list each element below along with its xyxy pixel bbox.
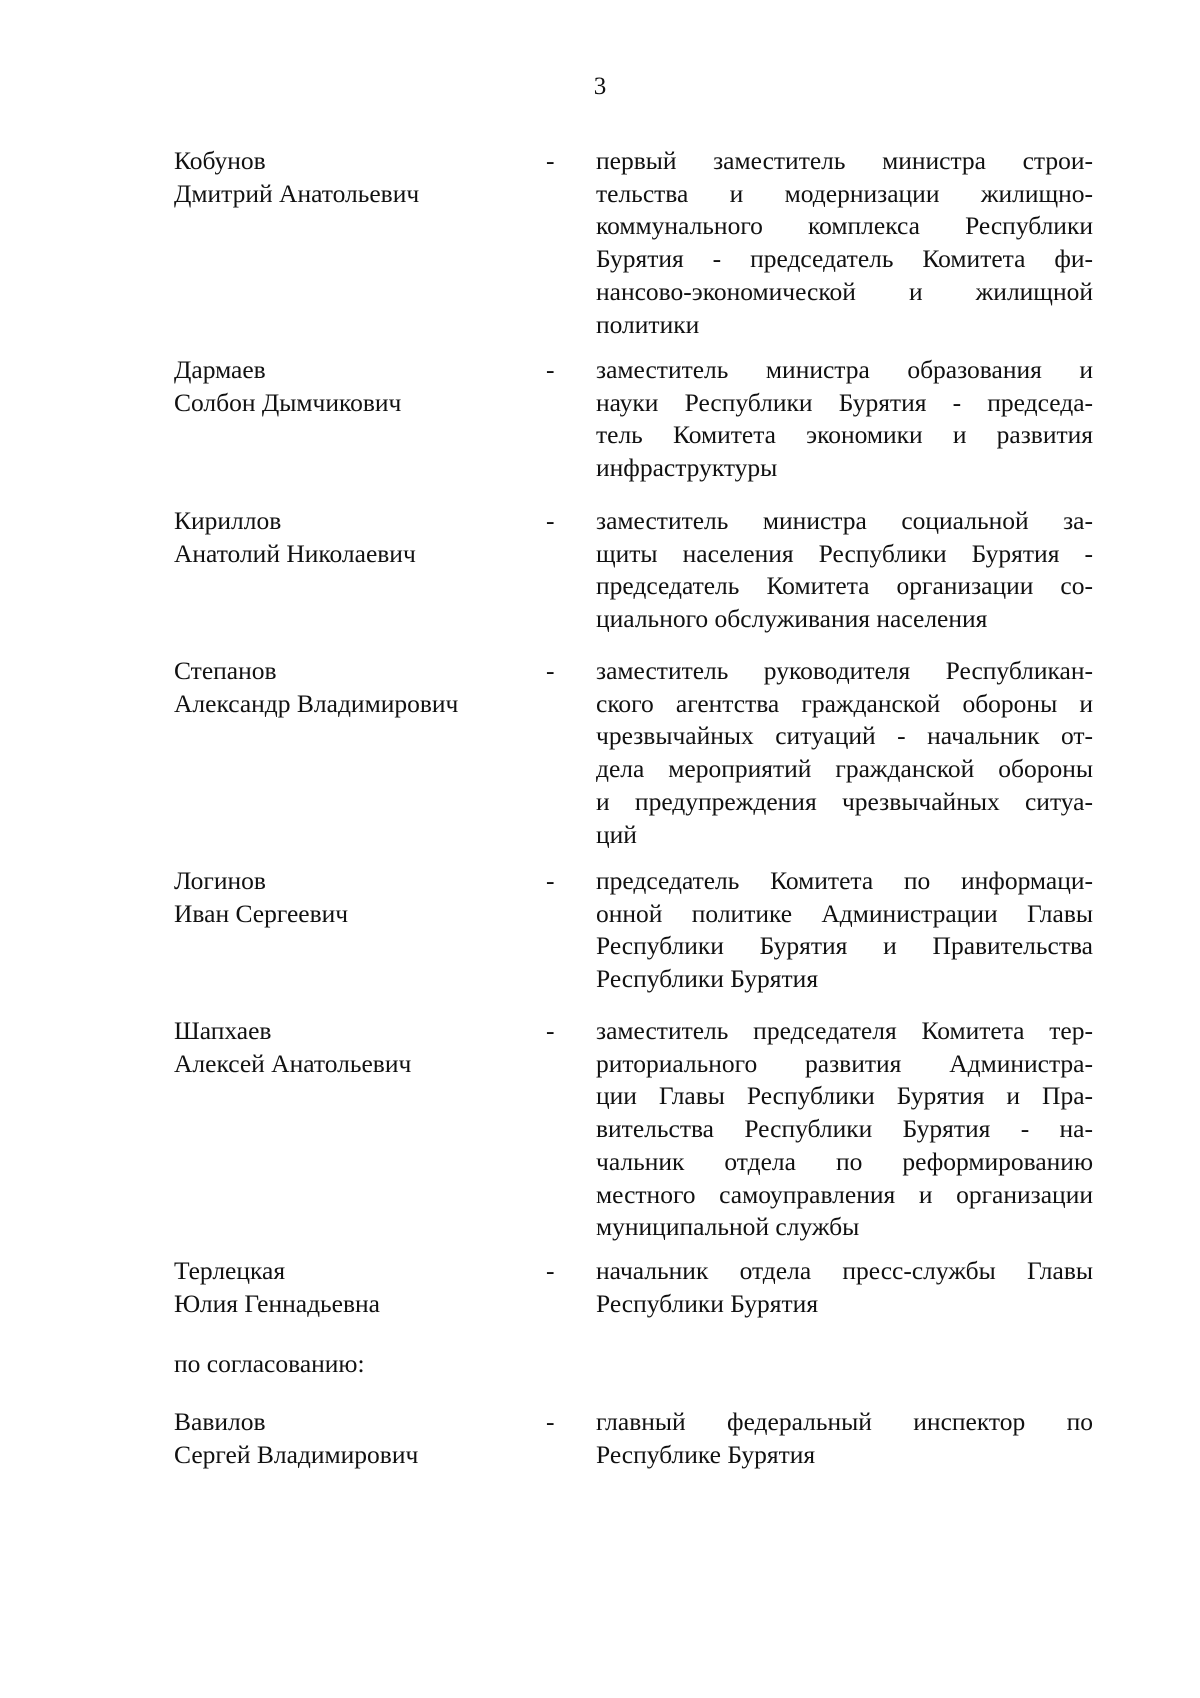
role-line: ций [596, 819, 637, 849]
role-line: председатель Комитета организации со- [596, 571, 1093, 601]
member-name [174, 1406, 546, 1471]
member-surname: Кобунов [174, 146, 266, 175]
member-given-name: Алексей Анатольевич [174, 1048, 412, 1078]
role-line: вительства Республики Бурятия - на- [596, 1114, 1093, 1144]
role-line: политики [596, 309, 700, 339]
member-role [596, 145, 1093, 341]
role-line: циального обслуживания населения [596, 604, 988, 634]
role-line: заместитель председателя Комитета тер- [596, 1016, 1093, 1045]
role-line: коммунального комплекса Республики [596, 211, 1093, 241]
member-name [174, 1255, 546, 1320]
member-role [596, 1015, 1093, 1244]
member-given-name: Юлия Геннадьевна [174, 1288, 381, 1318]
member-name [174, 655, 546, 720]
member-entry [174, 655, 1100, 865]
role-line: местного самоуправления и организации [596, 1179, 1093, 1209]
dash-separator: - [546, 506, 555, 535]
member-role [596, 865, 1093, 996]
member-name [174, 354, 546, 419]
role-line: муниципальной службы [596, 1212, 860, 1242]
dash-separator: - [546, 656, 555, 685]
member-role [596, 1255, 1093, 1320]
member-given-name: Солбон Дымчикович [174, 387, 402, 417]
member-surname: Вавилов [174, 1407, 266, 1436]
role-line: ции Главы Республики Бурятия и Пра- [596, 1081, 1093, 1111]
member-surname: Логинов [174, 866, 266, 895]
role-line: риториального развития Администра- [596, 1048, 1093, 1078]
member-role [596, 655, 1093, 851]
role-line: чрезвычайных ситуаций - начальник от- [596, 721, 1093, 751]
dash-separator: - [546, 1407, 555, 1436]
member-entry [174, 1406, 1100, 1471]
role-line: заместитель руководителя Республикан- [596, 656, 1093, 685]
member-surname: Шапхаев [174, 1016, 272, 1045]
dash-separator: - [546, 146, 555, 175]
member-name [174, 145, 546, 210]
member-given-name: Александр Владимирович [174, 688, 459, 718]
role-line: Республике Бурятия [596, 1439, 816, 1469]
member-entry [174, 1255, 1100, 1348]
member-given-name: Анатолий Николаевич [174, 538, 416, 568]
role-line: Республики Бурятия и Правительства [596, 931, 1093, 961]
member-name [174, 505, 546, 570]
role-line: Республики Бурятия [596, 964, 819, 994]
members-list [174, 145, 1100, 1471]
role-line: председатель Комитета по информаци- [596, 866, 1093, 895]
member-entry [174, 505, 1100, 655]
role-line: Республики Бурятия [596, 1288, 819, 1318]
member-given-name: Сергей Владимирович [174, 1439, 419, 1469]
role-line: первый заместитель министра строи- [596, 146, 1093, 175]
dash-separator: - [546, 1016, 555, 1045]
dash-separator: - [546, 355, 555, 384]
role-line: Бурятия - председатель Комитета фи- [596, 244, 1093, 274]
member-entry [174, 354, 1100, 505]
dash-separator: - [546, 866, 555, 895]
member-surname: Степанов [174, 656, 277, 685]
role-line: ского агентства гражданской обороны и [596, 688, 1093, 718]
member-surname: Дармаев [174, 355, 266, 384]
member-entry [174, 145, 1100, 354]
member-surname: Кириллов [174, 506, 282, 535]
member-name [174, 865, 546, 930]
member-given-name: Иван Сергеевич [174, 898, 349, 928]
member-role [596, 1406, 1093, 1471]
role-line: заместитель министра образования и [596, 355, 1093, 384]
member-surname: Терлецкая [174, 1256, 286, 1285]
member-entry [174, 865, 1100, 1015]
role-line: заместитель министра социальной за- [596, 506, 1093, 535]
page-number: 3 [593, 73, 607, 100]
member-entry [174, 1015, 1100, 1255]
role-line: дела мероприятий гражданской обороны [596, 754, 1093, 784]
member-given-name: Дмитрий Анатольевич [174, 178, 420, 208]
role-line: главный федеральный инспектор по [596, 1407, 1093, 1436]
role-line: чальник отдела по реформированию [596, 1146, 1093, 1176]
role-line: щиты населения Республики Бурятия - [596, 538, 1093, 568]
member-role [596, 354, 1093, 485]
role-line: нансово-экономической и жилищной [596, 276, 1093, 306]
agreement-label: по согласованию: [174, 1349, 365, 1378]
role-line: тель Комитета экономики и развития [596, 420, 1093, 450]
member-role [596, 505, 1093, 636]
dash-separator: - [546, 1256, 555, 1285]
role-line: науки Республики Бурятия - председа- [596, 387, 1093, 417]
role-line: начальник отдела пресс-службы Главы [596, 1256, 1093, 1285]
member-name [174, 1015, 546, 1080]
role-line: онной политике Администрации Главы [596, 898, 1093, 928]
role-line: и предупреждения чрезвычайных ситуа- [596, 786, 1093, 816]
role-line: тельства и модернизации жилищно- [596, 178, 1093, 208]
role-line: инфраструктуры [596, 453, 778, 483]
